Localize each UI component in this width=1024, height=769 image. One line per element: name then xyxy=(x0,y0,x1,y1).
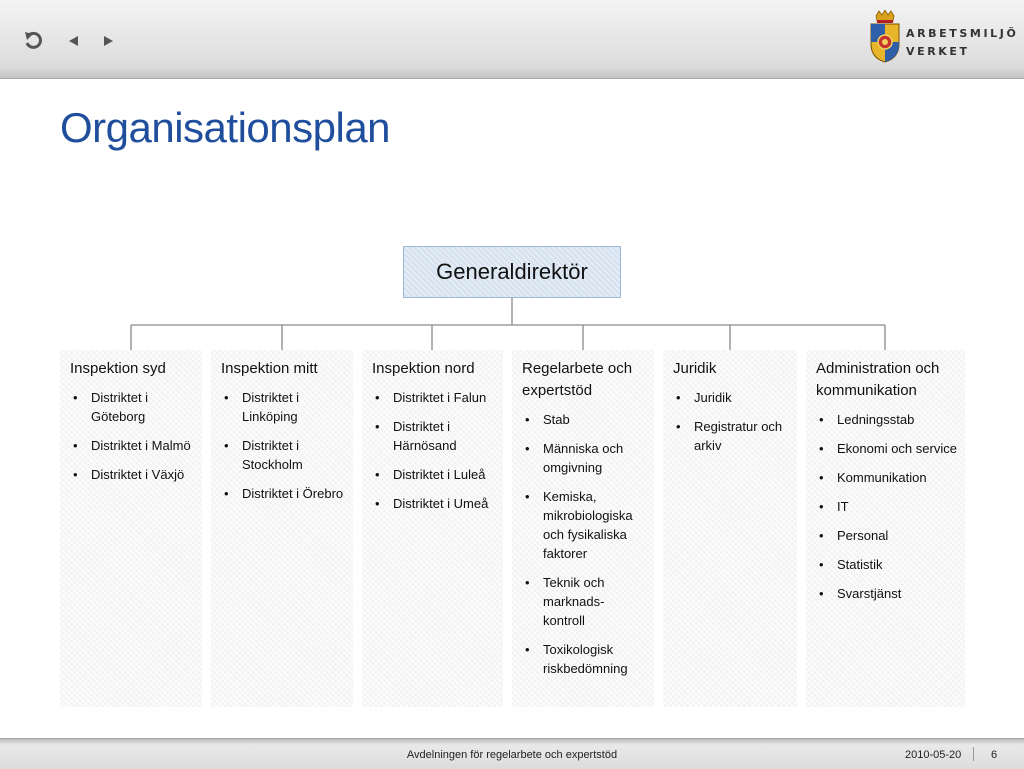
crest-icon xyxy=(868,10,902,64)
list-item: • Distriktet i Malmö xyxy=(70,436,194,455)
list-item: • Distriktet i Härnösand xyxy=(372,417,495,455)
top-bar xyxy=(0,0,1024,79)
footer-divider xyxy=(973,747,974,761)
list-item: • Registratur och arkiv xyxy=(673,417,789,455)
list-item: • Statistik xyxy=(816,555,957,574)
list-item: • Distriktet i Umeå xyxy=(372,494,495,513)
list-item: • Distriktet i Falun xyxy=(372,388,495,407)
list-item: • IT xyxy=(816,497,957,516)
list-item: • Stab xyxy=(522,410,646,429)
previous-slide-icon[interactable] xyxy=(62,29,86,53)
department-list xyxy=(816,410,957,603)
generaldirektor-box: Generaldirektör xyxy=(403,246,621,298)
department-inspektion-syd xyxy=(60,350,202,707)
footer-department: Avdelningen för regelarbete och expertstöd xyxy=(406,749,618,761)
department-administration xyxy=(806,350,965,707)
department-list xyxy=(221,388,345,503)
department-inspektion-nord xyxy=(362,350,503,707)
department-title: Regelarbete och expertstöd xyxy=(522,360,633,399)
department-title: Administration och kommunikation xyxy=(816,360,940,399)
logo-text-line1: ARBETSMILJÖ xyxy=(906,27,1019,40)
list-item: • Distriktet i Stockholm xyxy=(221,436,345,474)
department-list xyxy=(372,388,495,513)
list-item: • Människa och omgivning xyxy=(522,439,646,477)
list-item: • Ekonomi och service xyxy=(816,439,957,458)
department-title: Juridik xyxy=(673,360,717,377)
list-item: • Kemiska, mikrobiologiska och fysikaliska faktorer xyxy=(522,487,646,563)
department-title: Inspektion mitt xyxy=(221,360,318,377)
department-list xyxy=(70,388,194,484)
list-item: • Distriktet i Göteborg xyxy=(70,388,194,426)
list-item: • Ledningsstab xyxy=(816,410,957,429)
list-item: • Juridik xyxy=(673,388,789,407)
list-item: • Personal xyxy=(816,526,957,545)
list-item: • Distriktet i Linköping xyxy=(221,388,345,426)
department-juridik xyxy=(663,350,797,707)
department-regelarbete xyxy=(512,350,654,707)
department-list xyxy=(673,388,789,455)
department-title: Inspektion nord xyxy=(372,360,475,377)
page-number: 6 xyxy=(991,749,998,761)
page-title: Organisationsplan xyxy=(60,104,391,151)
department-title: Inspektion syd xyxy=(70,360,166,377)
arbetsmiljoverket-logo xyxy=(868,10,1018,64)
footer-bar xyxy=(0,738,1024,769)
undo-icon[interactable] xyxy=(22,29,46,53)
list-item: • Svarstjänst xyxy=(816,584,957,603)
department-inspektion-mitt xyxy=(211,350,353,707)
list-item: • Distriktet i Luleå xyxy=(372,465,495,484)
list-item: • Kommunikation xyxy=(816,468,957,487)
footer-date: 2010-05-20 xyxy=(905,749,962,761)
logo-text-line2: VERKET xyxy=(906,45,970,58)
next-slide-icon[interactable] xyxy=(96,29,120,53)
list-item: • Distriktet i Växjö xyxy=(70,465,194,484)
list-item: • Distriktet i Örebro xyxy=(221,484,345,503)
department-list xyxy=(522,410,646,678)
list-item: • Toxikologisk riskbedömning xyxy=(522,640,646,678)
list-item: • Teknik och marknads-kontroll xyxy=(522,573,621,630)
